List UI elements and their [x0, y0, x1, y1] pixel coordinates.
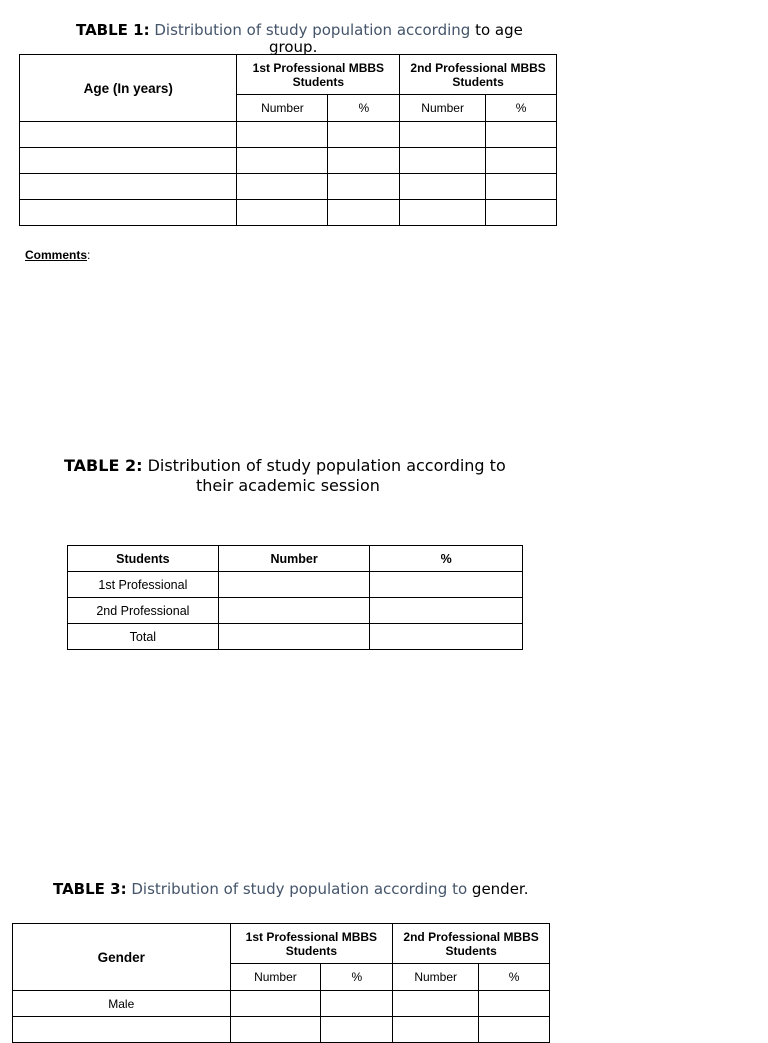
table1-cell — [486, 200, 557, 226]
table-row — [20, 148, 557, 174]
table1-cell — [237, 122, 328, 148]
table2-label: TABLE 2: — [64, 456, 143, 475]
table2-caption — [64, 456, 506, 475]
table3-percent-header: % — [479, 964, 550, 991]
table1-cell — [20, 200, 237, 226]
table3-cell — [321, 991, 393, 1017]
table1-cell — [400, 200, 486, 226]
table1-cell — [400, 122, 486, 148]
table3-caption — [53, 880, 529, 898]
table1-label: TABLE 1: — [76, 21, 150, 39]
table2-row-label: 1st Professional — [68, 572, 219, 598]
table1-caption-text: Distribution of study population according — [154, 21, 471, 39]
table-row — [13, 1017, 550, 1043]
table-row — [20, 122, 557, 148]
table2-row-label: 2nd Professional — [68, 598, 219, 624]
table-row — [68, 598, 523, 624]
table1-cell — [20, 174, 237, 200]
table1-cell — [20, 148, 237, 174]
table-row — [20, 174, 557, 200]
table1-cell — [237, 148, 328, 174]
table3-group2-header: 2nd Professional MBBS Students — [393, 924, 550, 964]
table3-number-header: Number — [393, 964, 479, 991]
table2-cell — [218, 572, 370, 598]
comments — [25, 248, 90, 262]
table3-gender-header: Gender — [13, 924, 231, 991]
table1-caption-rest: to age — [475, 21, 523, 39]
table3-cell — [230, 991, 321, 1017]
table1-cell — [486, 174, 557, 200]
table3-cell — [230, 1017, 321, 1043]
table1-cell — [328, 200, 400, 226]
table2-caption-text: Distribution of study population according to — [147, 456, 506, 475]
table1-cell — [328, 174, 400, 200]
table3-row-label: Male — [13, 991, 231, 1017]
table3-group1-header: 1st Professional MBBS Students — [230, 924, 393, 964]
table2-row-label: Total — [68, 624, 219, 650]
table2-students-header: Students — [68, 546, 219, 572]
table2-percent-header: % — [370, 546, 523, 572]
table2 — [67, 545, 523, 650]
table1-cell — [400, 174, 486, 200]
table-row — [68, 624, 523, 650]
table1-cell — [20, 122, 237, 148]
table3-caption-text: Distribution of study population according to — [131, 880, 468, 898]
table3-row-label — [13, 1017, 231, 1043]
table3-percent-header: % — [321, 964, 393, 991]
table3-caption-rest: gender. — [471, 880, 529, 898]
table2-number-header: Number — [218, 546, 370, 572]
table1-percent-header: % — [328, 95, 400, 122]
table1-cell — [486, 148, 557, 174]
table1-cell — [486, 122, 557, 148]
table1-percent-header: % — [486, 95, 557, 122]
comments-label: Comments — [25, 248, 88, 262]
table1-group2-header: 2nd Professional MBBS Students — [400, 55, 557, 95]
table3-cell — [321, 1017, 393, 1043]
table3-cell — [479, 991, 550, 1017]
table3-label: TABLE 3: — [53, 880, 127, 898]
table1-age-header: Age (In years) — [20, 55, 237, 122]
comments-colon: : — [87, 248, 91, 262]
table1-cell — [237, 200, 328, 226]
table1-cell — [237, 174, 328, 200]
table-row — [13, 991, 550, 1017]
table3-cell — [393, 991, 479, 1017]
table1-cell — [328, 148, 400, 174]
table1 — [19, 54, 557, 226]
table3 — [12, 923, 550, 1043]
table1-number-header: Number — [400, 95, 486, 122]
table1-cell — [400, 148, 486, 174]
table1-number-header: Number — [237, 95, 328, 122]
table-row — [20, 200, 557, 226]
table2-cell — [218, 624, 370, 650]
table1-cell — [328, 122, 400, 148]
table2-cell — [218, 598, 370, 624]
table-row — [68, 572, 523, 598]
table3-number-header: Number — [230, 964, 321, 991]
table2-cell — [370, 624, 523, 650]
table3-cell — [393, 1017, 479, 1043]
table2-cell — [370, 572, 523, 598]
table1-caption-line2: group. — [269, 38, 318, 56]
table1-group1-header: 1st Professional MBBS Students — [237, 55, 400, 95]
table2-cell — [370, 598, 523, 624]
table3-cell — [479, 1017, 550, 1043]
table2-caption-line2: their academic session — [196, 476, 380, 495]
table1-caption — [76, 21, 523, 39]
